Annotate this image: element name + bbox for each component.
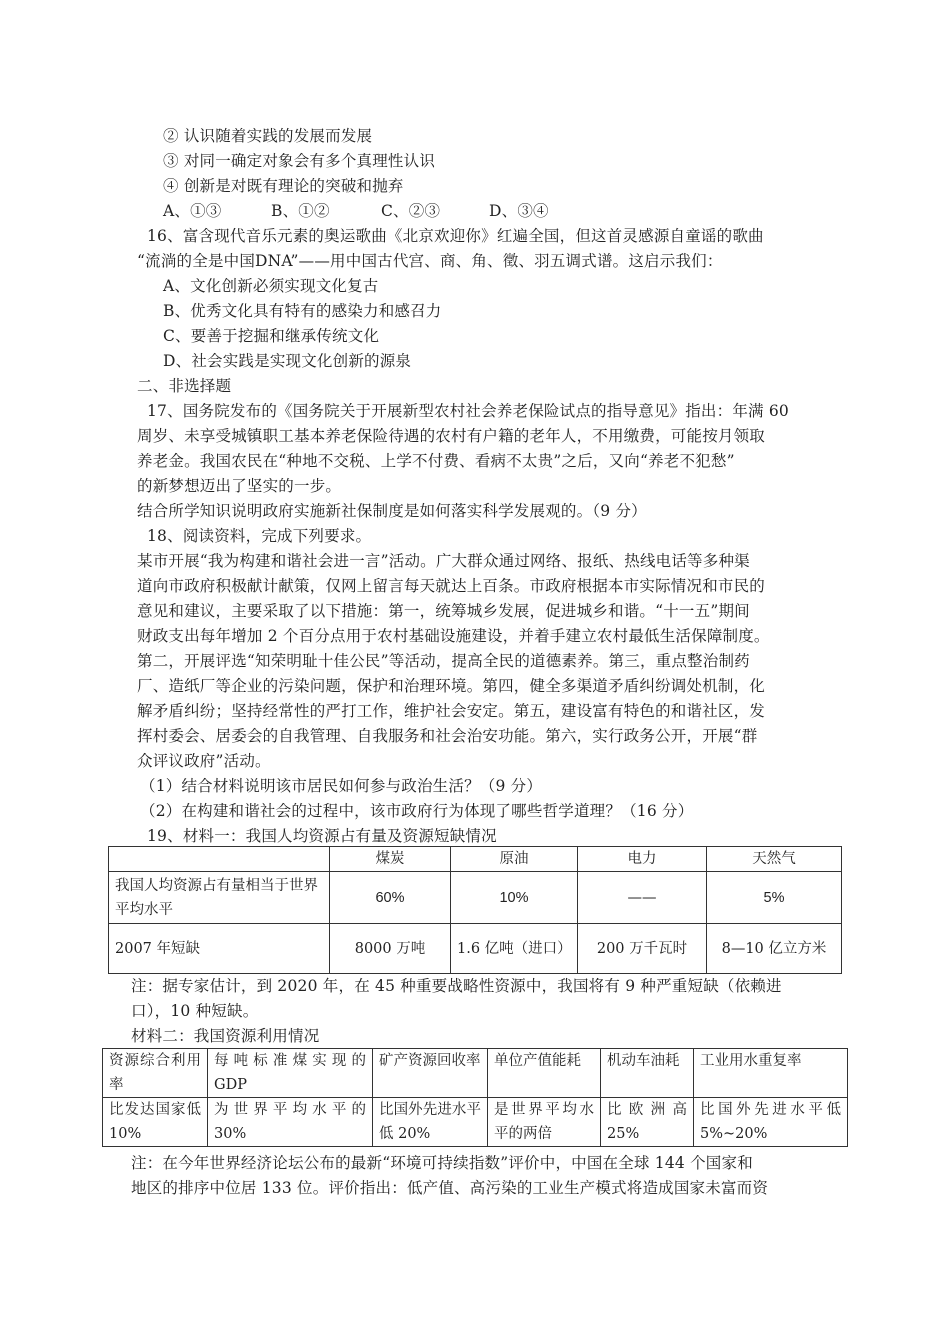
table-header-cell: 煤炭 [330,847,451,872]
q16-option-d: D、社会实践是实现文化创新的源泉 [163,352,412,370]
q17-line2: 周岁、未享受城镇职工基本养老保险待遇的农村有户籍的老年人，不用缴费，可能按月领取 [137,427,766,445]
note1-line1: 注：据专家估计，到 2020 年，在 45 种重要战略性资源中，我国将有 9 种严重短缺（依赖进 [131,977,782,995]
q18-line9: 众评议政府”活动。 [137,752,271,770]
q18-line2: 道向市政府积极献计献策，仅网上留言每天就达上百条。市政府根据本市实际情况和市民的 [137,577,766,595]
q18-line4: 财政支出每年增加 2 个百分点用于农村基础设施建设，并着手建立农村最低生活保障制度。 [137,627,770,645]
table-row [109,872,842,924]
table-row [103,1098,848,1147]
q18-line3: 意见和建议，主要采取了以下措施：第一，统筹城乡发展，促进城乡和谐。“十一五”期间 [137,602,750,620]
table-cell: 1.6 亿吨（进口） [451,924,578,974]
q15-answer-a: A、①③ [163,202,222,220]
resource-table [108,846,842,974]
table-cell: 10% [451,872,578,924]
note1-line2: 口），10 种短缺。 [131,1002,259,1020]
table-cell: 为世界平均水平的 30% [208,1098,373,1147]
note2-line1: 注：在今年世界经济论坛公布的最新“环境可持续指数”评价中，中国在全球 144 个国家和 [131,1154,753,1172]
table-cell: 8—10 亿立方米 [707,924,842,974]
table-header-cell: 天然气 [707,847,842,872]
q18-line1: 某市开展“我为构建和谐社会进一言”活动。广大群众通过网络、报纸、热线电话等多种渠 [137,552,750,570]
q19-title: 19、材料一：我国人均资源占有量及资源短缺情况 [147,827,497,845]
section-heading: 二、非选择题 [137,377,232,395]
note2-line2: 地区的排序中位居 133 位。评价指出：低产值、高污染的工业生产模式将造成国家未富而资 [131,1179,769,1197]
q18-line6: 厂、造纸厂等企业的污染问题，保护和治理环境。第四，健全多渠道矛盾纠纷调处机制，化 [137,677,766,695]
table-cell: 我国人均资源占有量相当于世界平均水平 [109,872,330,924]
table-header-cell: 资源综合利用率 [103,1049,208,1098]
q17-line3: 养老金。我国农民在“种地不交税、上学不付费、看病不太贵”之后，又向“养老不犯愁” [137,452,735,470]
table-header-cell [109,847,330,872]
q17-line4: 的新梦想迈出了坚实的一步。 [137,477,342,495]
resource-usage-table [102,1048,848,1147]
table-cell: —— [578,872,707,924]
material2-title: 材料二：我国资源利用情况 [131,1027,320,1045]
table-cell: 是世界平均水平的两倍 [488,1098,601,1147]
q18-subq2: （2）在构建和谐社会的过程中，该市政府行为体现了哪些哲学道理？（16 分） [140,802,694,820]
q15-answer-d: D、③④ [489,202,549,220]
table-cell: 比欧洲高 25% [601,1098,694,1147]
table-cell: 60% [330,872,451,924]
q18-subq1: （1）结合材料说明该市居民如何参与政治生活？（9 分） [140,777,543,795]
q16-stem-line2: “流淌的全是中国DNA”——用中国古代宫、商、角、徵、羽五调式谱。这启示我们： [137,252,723,270]
table-row [109,924,842,974]
q17-question: 结合所学知识说明政府实施新社保制度是如何落实科学发展观的。（9 分） [137,502,647,520]
table-header-cell: 工业用水重复率 [694,1049,848,1098]
q15-option-4: ④ 创新是对既有理论的突破和抛弃 [163,177,404,195]
table-row [109,847,842,872]
q15-answer-b: B、①② [271,202,330,220]
q15-answer-c: C、②③ [381,202,441,220]
q18-line7: 解矛盾纠纷；坚持经常性的严打工作，维护社会安定。第五，建设富有特色的和谐社区，发 [137,702,766,720]
table-header-cell: 每吨标准煤实现的 GDP [208,1049,373,1098]
q17-line1: 17、国务院发布的《国务院关于开展新型农村社会养老保险试点的指导意见》指出：年满 60 [147,402,789,420]
table-cell: 比国外先进水平低 5%~20% [694,1098,848,1147]
q18-line5: 第二，开展评选“知荣明耻十佳公民”等活动，提高全民的道德素养。第三，重点整治制药 [137,652,750,670]
q15-option-2: ② 认识随着实践的发展而发展 [163,127,373,145]
q15-option-3: ③ 对同一确定对象会有多个真理性认识 [163,152,436,170]
table-header-cell: 机动车油耗 [601,1049,694,1098]
q16-option-c: C、要善于挖掘和继承传统文化 [163,327,380,345]
table-cell: 200 万千瓦时 [578,924,707,974]
q18-line8: 挥村委会、居委会的自我管理、自我服务和社会治安功能。第六，实行政务公开，开展“群 [137,727,758,745]
table-cell: 比发达国家低 10% [103,1098,208,1147]
q18-title: 18、阅读资料，完成下列要求。 [147,527,372,545]
q15-answers [163,201,549,221]
q16-stem-line1: 16、富含现代音乐元素的奥运歌曲《北京欢迎你》红遍全国，但这首灵感源自童谣的歌曲 [147,227,764,245]
table-header-cell: 矿产资源回收率 [373,1049,488,1098]
table-header-cell: 单位产值能耗 [488,1049,601,1098]
q16-option-b: B、优秀文化具有特有的感染力和感召力 [163,302,442,320]
table-cell: 比国外先进水平低 20% [373,1098,488,1147]
table-cell: 2007 年短缺 [109,924,330,974]
table-header-cell: 电力 [578,847,707,872]
q16-option-a: A、文化创新必须实现文化复古 [163,277,379,295]
table-header-cell: 原油 [451,847,578,872]
table-cell: 8000 万吨 [330,924,451,974]
table-row [103,1049,848,1098]
table-cell: 5% [707,872,842,924]
